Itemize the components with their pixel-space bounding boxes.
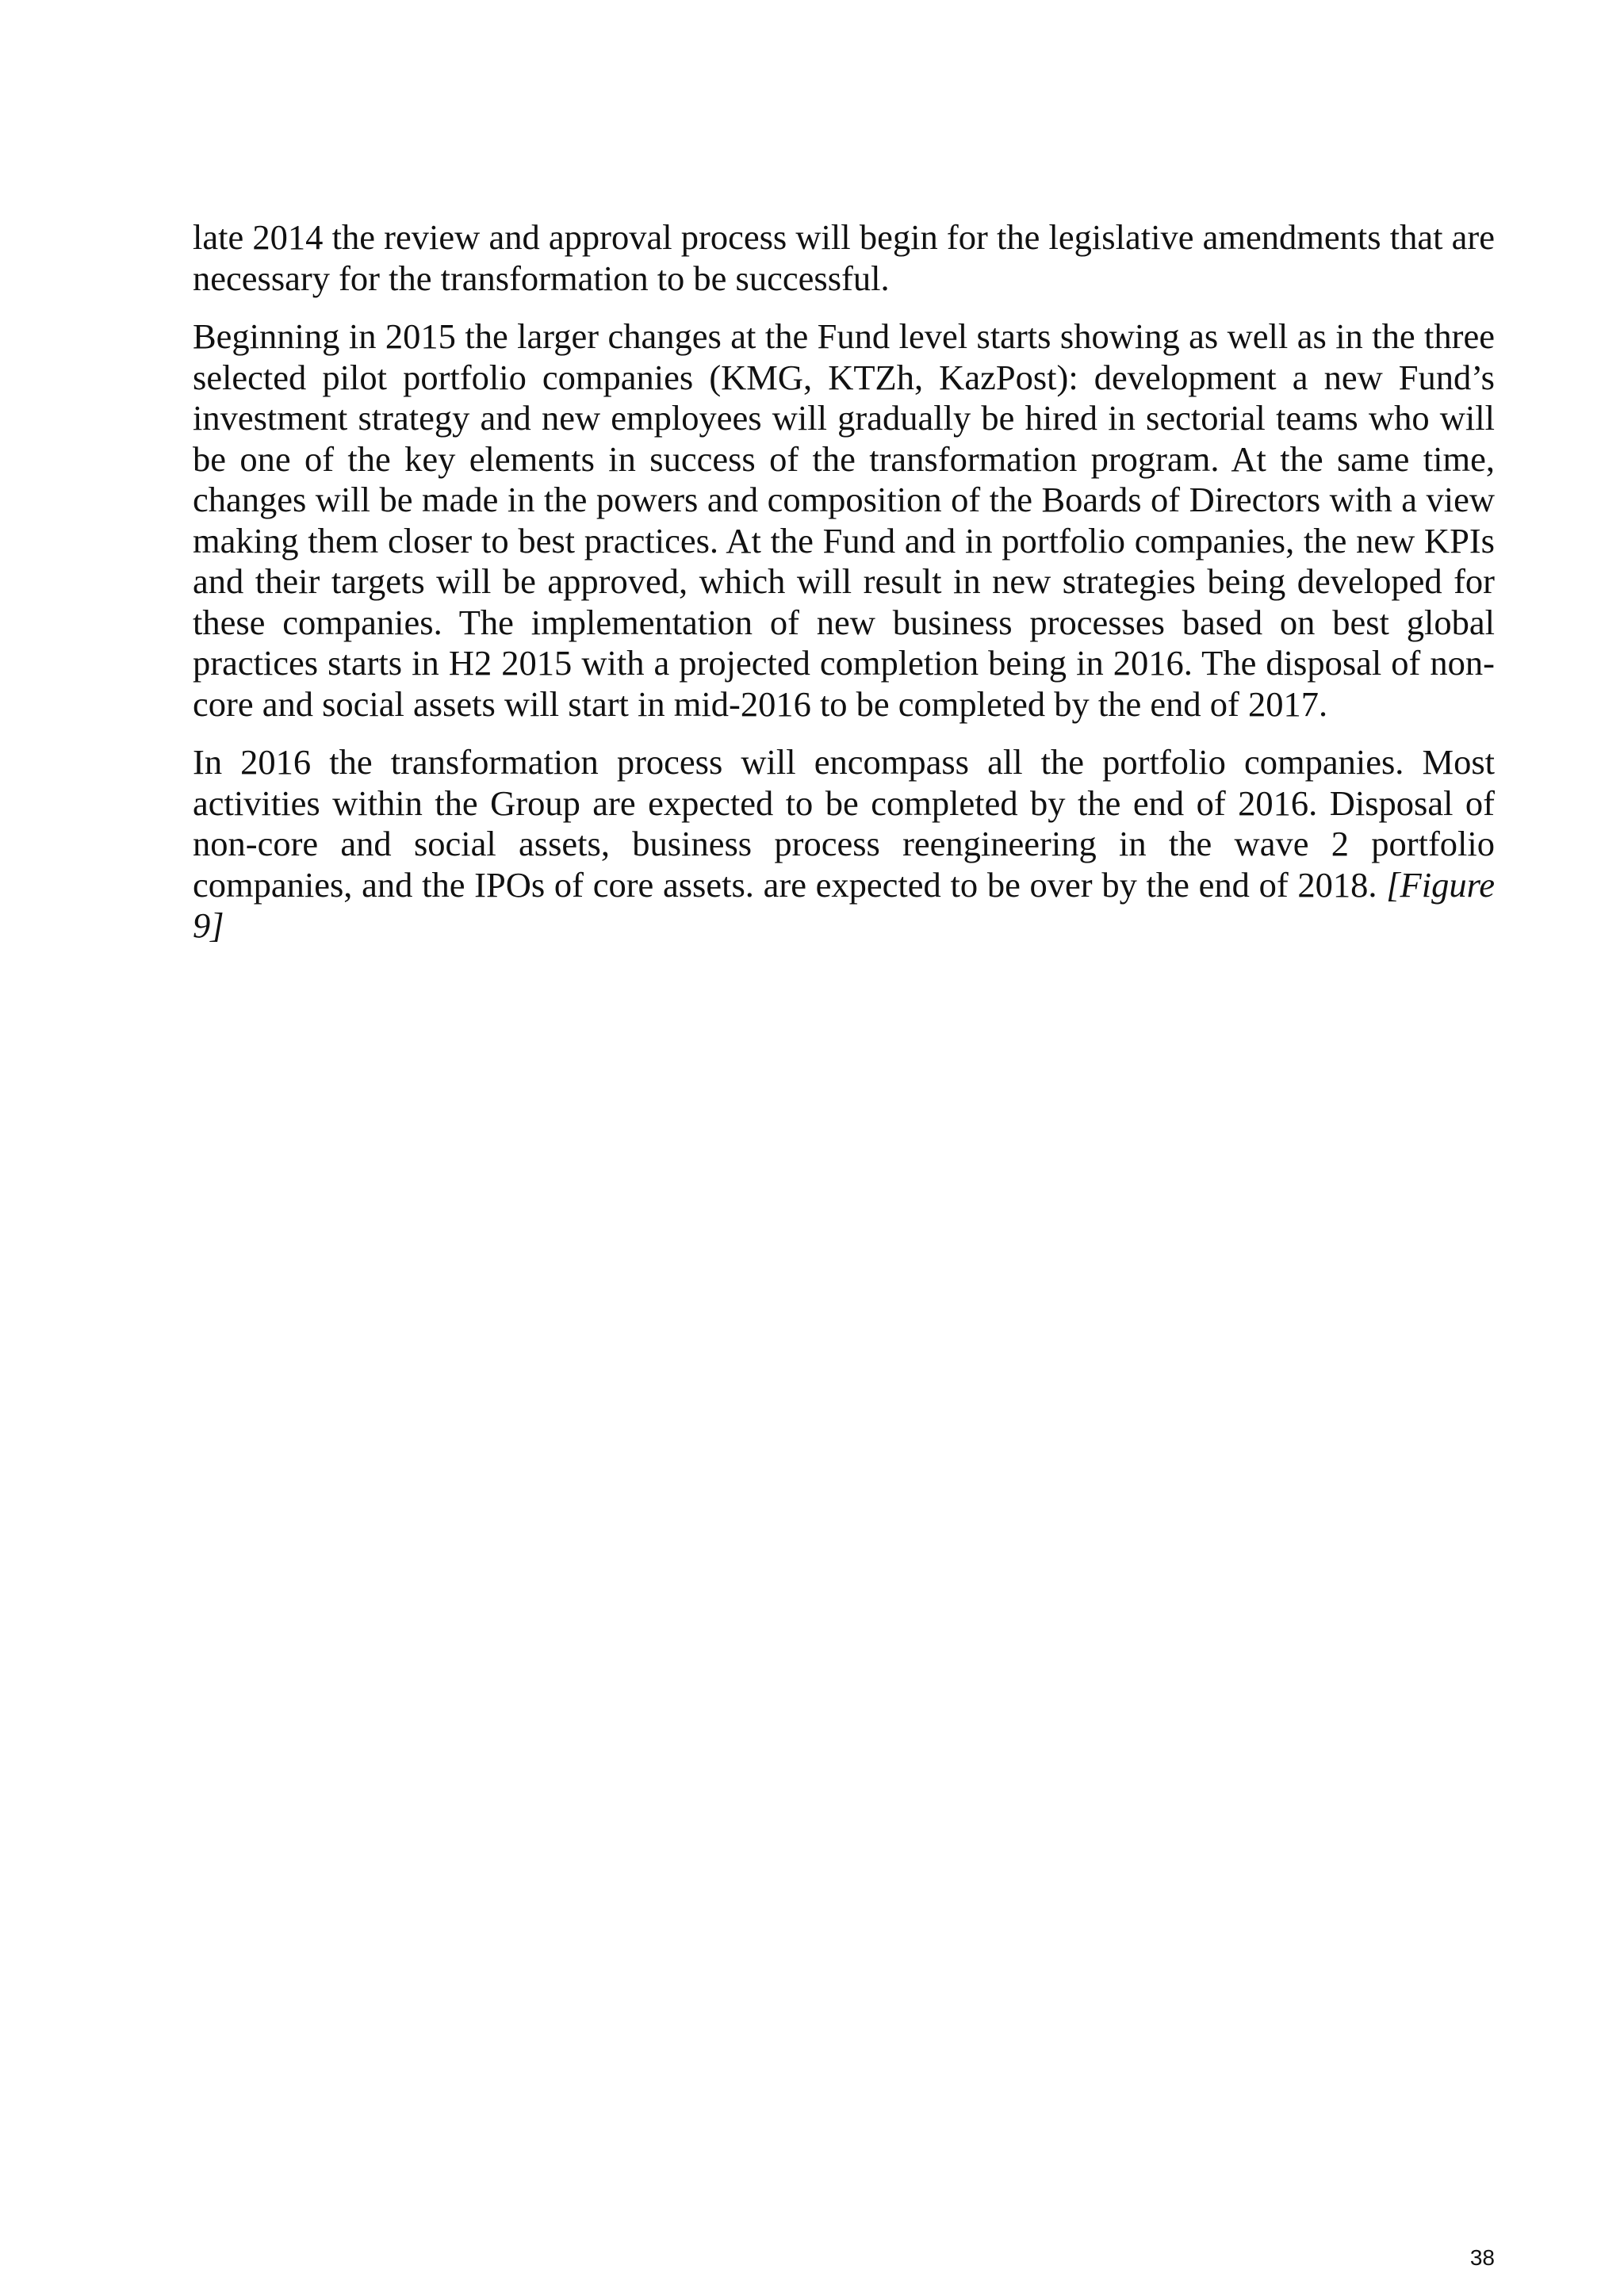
paragraph-2016-transformation — [193, 742, 1495, 947]
paragraph-2015-changes: Beginning in 2015 the larger changes at the Fund level starts showing as well as in the three selected pilot portfolio companies (KMG, KTZh, KazPost): development a new Fund’s investment strategy and new employees will gradually be hired in sectorial teams who will be one of the key elements in success of the transformation program. At the same time, changes will be made in the powers and composition of the Boards of Directors with a view making them closer to best practices. At the Fund and in portfolio companies, the new KPIs and their targets will be approved, which will result in new strategies being developed for these companies. The implementation of new business processes based on best global practices starts in H2 2015 with a projected completion being in 2016. The disposal of non-core and social assets will start in mid-2016 to be completed by the end of 2017. — [193, 316, 1495, 724]
page-number: 38 — [1469, 2245, 1495, 2270]
body-text — [193, 217, 1495, 964]
figure-reference: [Figure 9] — [193, 864, 1495, 945]
paragraph-legislative-amendments: late 2014 the review and approval process will begin for the legislative amendments that are necessary for the transformation to be successful. — [193, 217, 1495, 298]
paragraph-2016-text: In 2016 the transformation process will encompass all the portfolio companies. Most activities within the Group are expected to be completed by the end of 2016. Disposal of non-core and social assets, business process reengineering in the wave 2 portfolio companies, and the IPOs of core assets. are expected to be over by the end of 2018. — [193, 742, 1495, 905]
